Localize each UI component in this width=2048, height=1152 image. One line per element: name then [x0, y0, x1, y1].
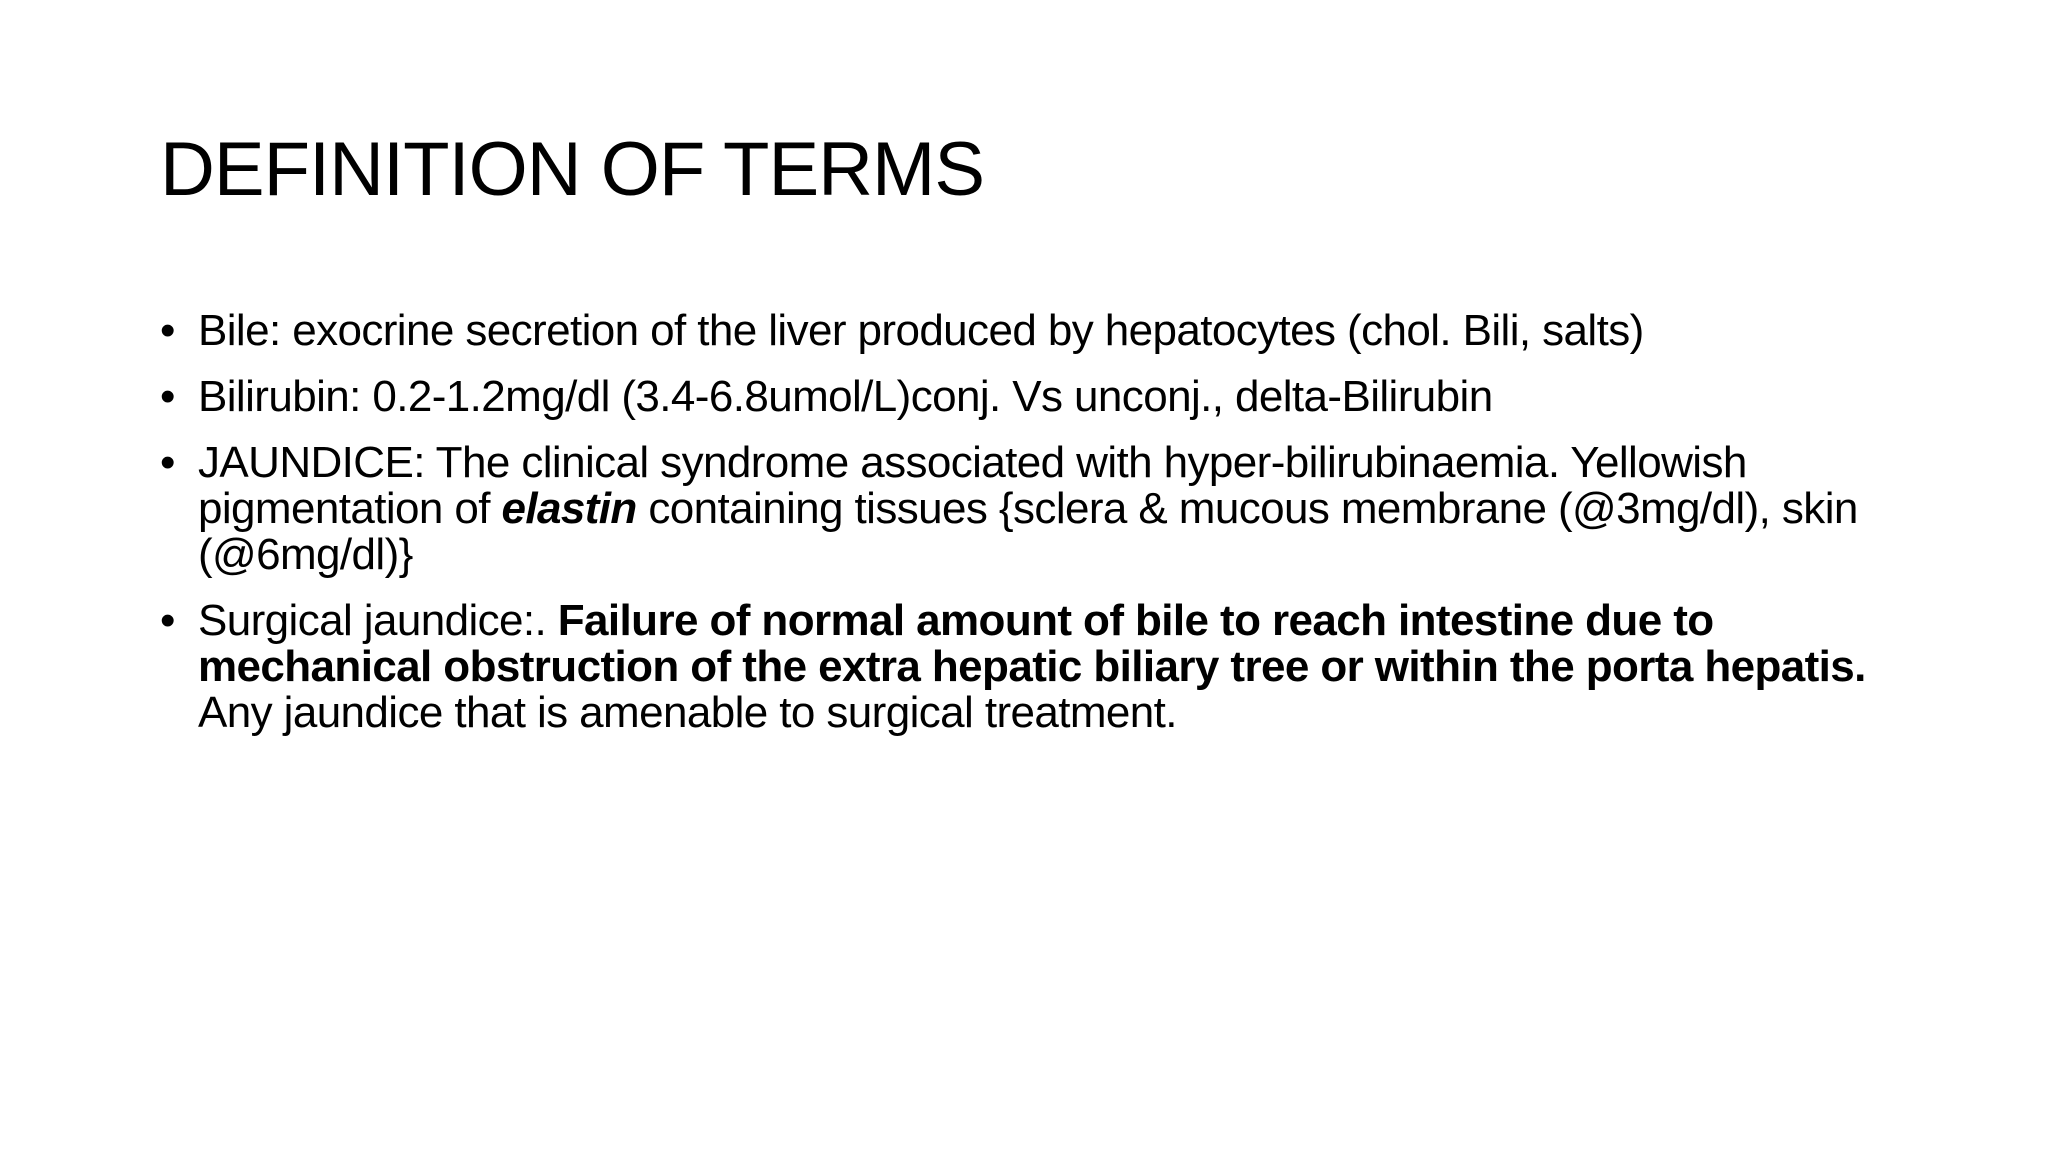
bullet-marker: • — [160, 438, 175, 487]
bullet-jaundice — [160, 440, 1920, 578]
emphasis-elastin: elastin — [501, 484, 637, 533]
bullet-bilirubin — [160, 374, 1920, 420]
bullet-text: Surgical jaundice:. — [198, 596, 558, 645]
bullet-text: containing tissues {sclera & mucous membrane (@3mg/dl), skin (@6mg/dl)} — [198, 484, 1858, 579]
slide-title: DEFINITION OF TERMS — [160, 127, 985, 212]
bold-definition: Failure of normal amount of bile to reach intestine due to mechanical obstruction of the extra hepatic biliary tree or within the porta hepatis. — [198, 596, 1866, 691]
bullet-bile — [160, 308, 1920, 354]
bullet-marker: • — [160, 306, 175, 355]
bullet-marker: • — [160, 372, 175, 421]
bullet-list — [160, 308, 1920, 756]
bullet-marker: • — [160, 596, 175, 645]
bullet-text: JAUNDICE: The clinical syndrome associated with hyper-bilirubinaemia. Yellowish pigmentation of — [198, 438, 1747, 533]
bullet-text: Bilirubin: 0.2-1.2mg/dl (3.4-6.8umol/L)conj. Vs unconj., delta-Bilirubin — [198, 372, 1493, 421]
bullet-surgical-jaundice — [160, 598, 1920, 736]
bullet-text: Any jaundice that is amenable to surgical treatment. — [198, 688, 1177, 737]
bullet-text: Bile: exocrine secretion of the liver produced by hepatocytes (chol. Bili, salts) — [198, 306, 1644, 355]
